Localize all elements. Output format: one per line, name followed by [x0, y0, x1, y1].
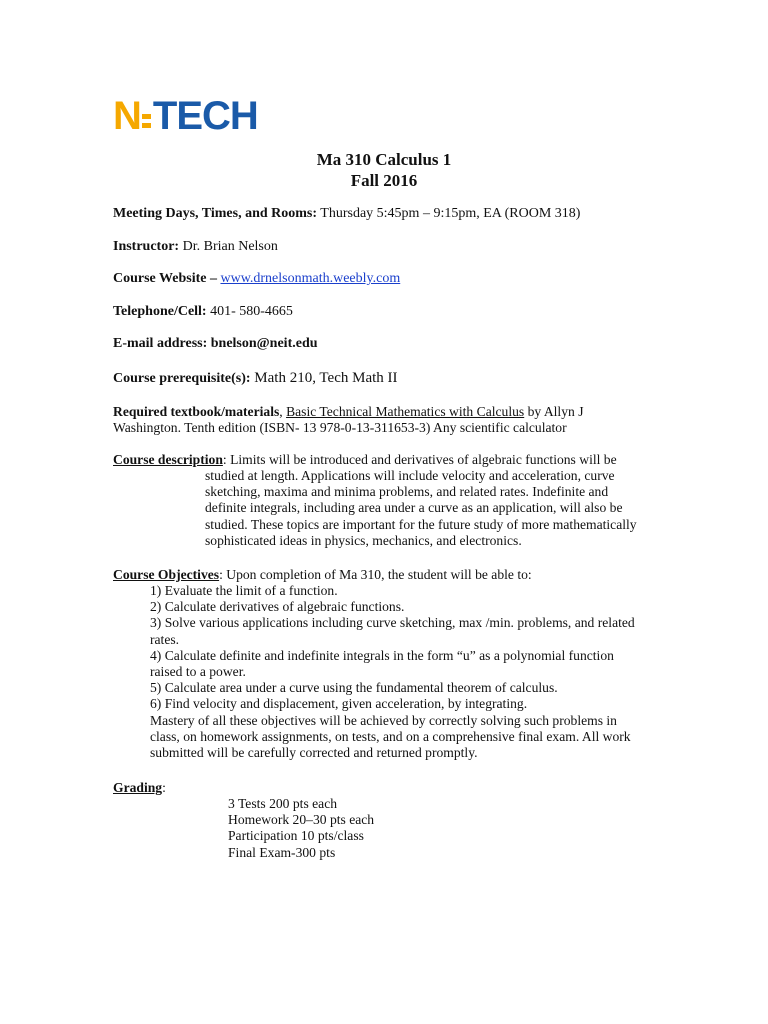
objective-item: 1) Evaluate the limit of a function. [150, 583, 338, 598]
description-line: sketching, maxima and minima problems, and related rates. Indefinite and [205, 484, 609, 500]
grading-list [228, 796, 374, 861]
objective-item: class, on homework assignments, on tests, and on a comprehensive final exam. All work [150, 728, 631, 744]
textbook-author: by Allyn J [524, 404, 584, 419]
grading-label: Grading [113, 780, 163, 795]
description-first-line: : Limits will be introduced and derivatives of algebraic functions will be [222, 452, 617, 467]
description-line: studied. These topics are important for the future study of more mathematically [205, 516, 637, 532]
objective-item: Mastery of all these objectives will be achieved by correctly solving such problems in [150, 712, 617, 728]
email-info [113, 336, 318, 352]
instructor-label: Instructor: [113, 239, 180, 254]
grading-item: Homework 20–30 pts each [228, 812, 375, 828]
telephone-value: 401- 580-4665 [206, 304, 293, 319]
objective-item: rates. [150, 631, 180, 647]
objective-item: 3) Solve various applications including curve sketching, max /min. problems, and related [150, 615, 635, 631]
textbook-label: Required textbook/materials [113, 404, 280, 419]
objectives-intro: : Upon completion of Ma 310, the student will be able to: [219, 567, 532, 582]
objective-item: 4) Calculate definite and indefinite integrals in the form “u” as a polynomial function [150, 647, 614, 663]
objective-item: submitted will be carefully corrected and returned promptly. [150, 745, 478, 761]
course-title: Ma 310 Calculus 1 [316, 150, 452, 169]
logo-bars-icon [142, 106, 151, 136]
objective-item: 2) Calculate derivatives of algebraic functions. [150, 599, 405, 615]
grading-colon: : [162, 780, 166, 795]
description-line: definite integrals, including area under a curve as an application, will also be [205, 500, 623, 516]
description-line: studied at length. Applications will include velocity and acceleration, curve [205, 468, 615, 483]
grading-item: Participation 10 pts/class [228, 828, 364, 844]
grading-item: 3 Tests 200 pts each [228, 796, 338, 811]
website-label: Course Website – [113, 271, 221, 286]
textbook-info [113, 404, 673, 436]
course-term: Fall 2016 [350, 171, 418, 190]
meeting-info [113, 206, 580, 222]
course-description [113, 452, 653, 468]
grading-heading [113, 780, 166, 796]
neit-logo [113, 92, 258, 136]
course-objectives [113, 567, 653, 583]
telephone-label: Telephone/Cell: [113, 304, 207, 319]
description-label: Course description [113, 452, 223, 467]
website-info [113, 271, 400, 287]
meeting-label: Meeting Days, Times, and Rooms: [113, 206, 318, 221]
textbook-sep: , [279, 404, 287, 419]
email-label: E-mail address: bnelson@neit.edu [113, 336, 318, 351]
objectives-label: Course Objectives [113, 567, 220, 582]
instructor-info [113, 239, 278, 255]
objective-item: raised to a power. [150, 664, 246, 680]
logo-mark: N [113, 94, 141, 138]
grading-item: Final Exam-300 pts [228, 844, 336, 860]
prerequisite-info [113, 370, 398, 387]
prerequisite-label: Course prerequisite(s): [113, 371, 251, 386]
prerequisite-value: Math 210, Tech Math II [250, 370, 398, 386]
description-body [205, 468, 665, 549]
website-link[interactable]: www.drnelsonmath.weebly.com [220, 271, 401, 286]
telephone-info [113, 304, 293, 320]
meeting-value: Thursday 5:45pm – 9:15pm, EA (ROOM 318) [317, 206, 581, 221]
instructor-value: Dr. Brian Nelson [179, 239, 278, 254]
objectives-list [150, 583, 650, 761]
objective-item: 6) Find velocity and displacement, given acceleration, by integrating. [150, 696, 528, 712]
logo-text: TECH [152, 94, 258, 138]
objective-item: 5) Calculate area under a curve using the fundamental theorem of calculus. [150, 680, 558, 696]
textbook-title: Basic Technical Mathematics with Calculus [286, 404, 525, 419]
textbook-edition: Washington. Tenth edition (ISBN- 13 978-0-13-311653-3) Any scientific calculator [113, 420, 567, 436]
description-line: sophisticated ideas in physics, mechanics, and electronics. [205, 532, 522, 548]
